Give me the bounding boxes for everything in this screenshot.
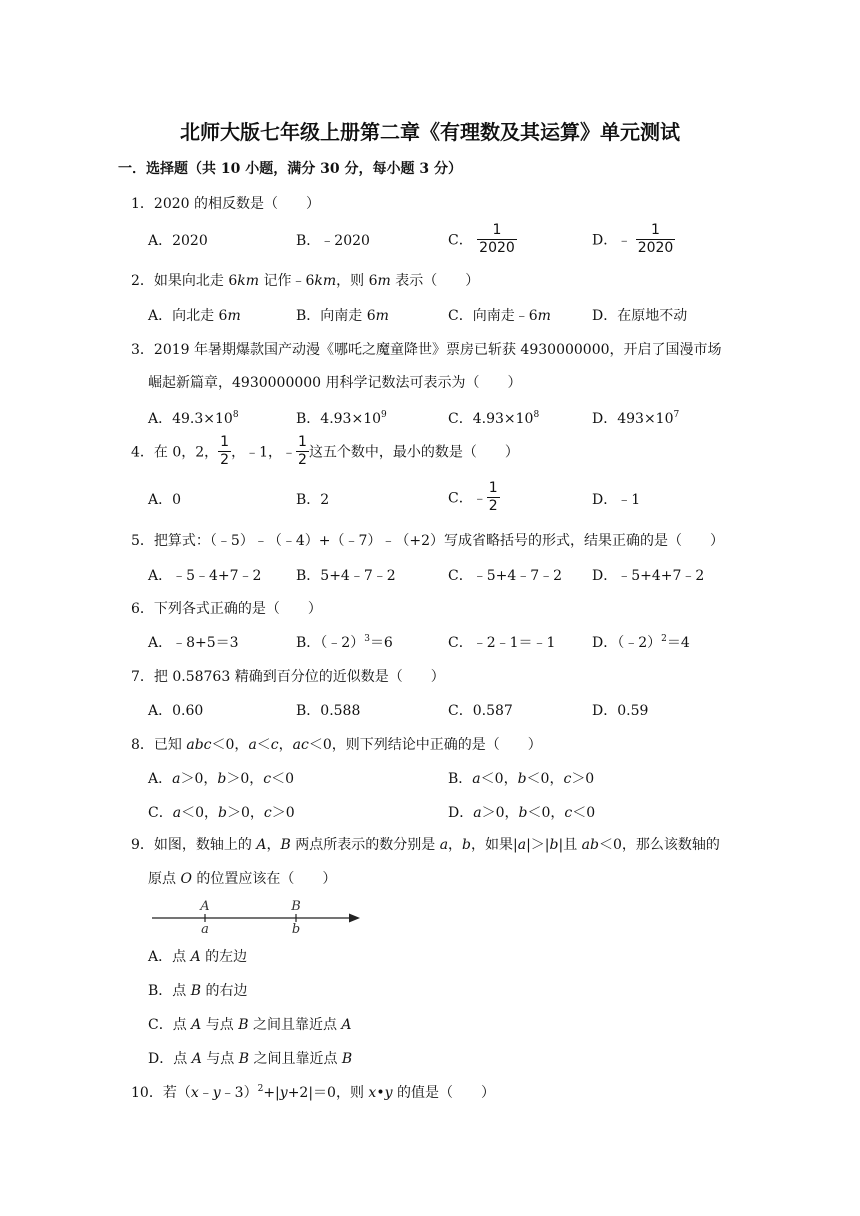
option-text: B．点 — [148, 983, 191, 999]
variable: B — [190, 983, 202, 999]
stem-text: 记作﹣6 — [259, 273, 315, 289]
option-text: ＞0， — [226, 805, 264, 821]
option-text: D．（﹣2） — [592, 635, 662, 651]
stem-text: 原点 — [148, 871, 181, 887]
variable: y — [279, 1085, 288, 1101]
option-text: 与点 — [201, 1051, 239, 1067]
label-value-a: a — [201, 922, 209, 936]
fraction-numerator: 1 — [220, 434, 230, 450]
variable: B — [280, 837, 291, 853]
variable: a — [473, 805, 482, 821]
variable: y — [384, 1085, 393, 1101]
variable: a — [172, 771, 181, 787]
label-point-A: A — [200, 899, 210, 914]
stem-text: ， — [266, 837, 281, 853]
stem-text: +2|＝0，则 — [287, 1085, 369, 1101]
variable: b — [517, 771, 527, 787]
exponent: 9 — [381, 410, 387, 420]
option-text: C．向南走﹣6 — [448, 308, 538, 324]
option-text: A．点 — [148, 949, 191, 965]
q5-option-a: A．﹣5﹣4+7﹣2 — [148, 568, 262, 584]
option-text: B．向南走 6 — [296, 308, 376, 324]
stem-text: ， — [448, 837, 463, 853]
q3-option-d — [592, 408, 679, 428]
option-text: A． — [148, 771, 173, 787]
stem-text: ﹣3） — [220, 1085, 258, 1101]
question-8-stem — [131, 734, 542, 754]
label-point-B: B — [291, 899, 301, 914]
variable: a — [248, 737, 257, 753]
variable: ab — [581, 837, 599, 853]
fraction-numerator: 1 — [488, 480, 498, 496]
q5-option-d: D．﹣5+4+7﹣2 — [592, 568, 705, 584]
exponent: 7 — [673, 410, 680, 420]
stem-text: 的位置应该在（ ） — [191, 871, 337, 887]
variable: y — [212, 1085, 221, 1101]
fraction-one-half — [487, 480, 500, 515]
q8-option-c — [148, 802, 295, 822]
fraction-numerator: 1 — [492, 222, 502, 238]
q9-option-a — [148, 946, 247, 966]
exponent: 2 — [661, 634, 667, 644]
variable: b — [462, 837, 472, 853]
q1-option-b: B．﹣2020 — [296, 233, 370, 249]
option-text: ＜0， — [480, 771, 518, 787]
question-3-stem-line2: 崛起新篇章，4930000000 用科学记数法可表示为（ ） — [148, 375, 522, 391]
page-title: 北师大版七年级上册第二章《有理数及其运算》单元测试 — [180, 120, 680, 144]
question-3-stem-line1: 3．2019 年暑期爆款国产动漫《哪吒之魔童降世》票房已斩获 4930000000，开启了国漫市场 — [131, 342, 722, 358]
option-text: 的左边 — [200, 949, 248, 965]
stem-text: +| — [263, 1085, 280, 1101]
variable: A — [191, 1051, 202, 1067]
stem-text: 的值是（ ） — [392, 1085, 495, 1101]
q7-option-c: C．0.587 — [448, 703, 513, 719]
stem-text: ＜ — [256, 737, 271, 753]
option-text: B． — [448, 771, 473, 787]
option-prefix: C． — [448, 490, 473, 507]
q2-option-b — [296, 305, 389, 325]
option-text: ＞0 — [571, 771, 595, 787]
variable: A — [190, 949, 201, 965]
option-text: C． — [148, 805, 173, 821]
fraction-one-half — [218, 434, 231, 469]
unit: m — [227, 308, 241, 324]
variable: c — [263, 805, 272, 821]
unit: km — [237, 273, 260, 289]
option-text: ＜0， — [526, 771, 564, 787]
variable: a — [472, 771, 481, 787]
stem-text: ﹣ — [198, 1085, 213, 1101]
unit: km — [314, 273, 337, 289]
option-text: A．49.3×10 — [148, 411, 233, 427]
q3-option-b — [296, 408, 387, 428]
variable: a — [517, 837, 527, 853]
variable: x — [190, 1085, 199, 1101]
option-text: D．493×10 — [592, 411, 674, 427]
q8-option-b — [448, 768, 594, 788]
minus-sign: ﹣ — [282, 444, 297, 461]
fraction-denominator: 2020 — [479, 240, 515, 256]
fraction-numerator: 1 — [651, 222, 660, 238]
variable: b — [217, 771, 227, 787]
exponent: 8 — [232, 410, 239, 420]
exponent: 8 — [533, 410, 540, 420]
option-text: ＜0 — [572, 805, 596, 821]
unit: m — [377, 273, 391, 289]
option-text: B．4.93×10 — [296, 411, 382, 427]
exponent: 3 — [364, 634, 370, 644]
stem-text: |＞| — [526, 837, 550, 853]
question-9-stem-line2 — [148, 868, 336, 888]
stem-text: 10．若（ — [131, 1085, 191, 1101]
option-text: 的右边 — [201, 983, 248, 999]
exponent: 2 — [257, 1084, 264, 1094]
variable: B — [238, 1017, 249, 1033]
variable: O — [180, 871, 192, 887]
q5-option-c: C．﹣5+4﹣7﹣2 — [448, 568, 563, 584]
question-1-stem: 1．2020 的相反数是（ ） — [131, 196, 320, 212]
option-text: A．向北走 6 — [148, 308, 228, 324]
q6-option-a: A．﹣8+5＝3 — [148, 635, 239, 651]
stem-text: 8．已知 — [131, 737, 187, 753]
q5-option-b: B．5+4﹣7﹣2 — [296, 568, 396, 584]
q1-option-a: A．2020 — [148, 233, 208, 249]
variable: A — [341, 1017, 352, 1033]
q2-option-a — [148, 305, 241, 325]
fraction-one-half — [296, 434, 309, 469]
question-4-stem — [131, 434, 519, 469]
option-text: ＞0， — [481, 805, 519, 821]
option-text: ＝4 — [666, 635, 690, 651]
question-9-stem-line1 — [131, 834, 720, 854]
option-text: C．点 — [148, 1017, 192, 1033]
q7-option-a: A．0.60 — [148, 703, 204, 719]
variable: b — [549, 837, 559, 853]
fraction-denominator: 2 — [488, 498, 498, 514]
stem-text: 4．在 0，2， — [131, 444, 219, 461]
stem-text: 这五个数中，最小的数是（ ） — [308, 444, 519, 461]
option-text: 之间且靠近点 — [248, 1017, 342, 1033]
q8-option-a — [148, 768, 294, 788]
variable: a — [172, 805, 182, 821]
q9-option-c — [148, 1014, 352, 1034]
q7-option-d: D．0.59 — [592, 703, 649, 719]
arrow-head-icon — [349, 914, 360, 923]
option-text: D．点 — [148, 1051, 192, 1067]
stem-text: |且 — [558, 837, 582, 853]
stem-text: ＜0，则下列结论中正确的是（ ） — [308, 737, 542, 753]
variable: a — [439, 837, 449, 853]
variable: c — [563, 771, 572, 787]
q6-option-d — [592, 632, 690, 652]
stem-text: 9．如图，数轴上的 — [131, 837, 257, 853]
fraction-denominator: 2020 — [637, 240, 674, 256]
stem-text: • — [376, 1085, 385, 1101]
variable: c — [263, 771, 272, 787]
q3-option-a — [148, 408, 239, 428]
variable: c — [270, 737, 279, 753]
q6-option-c: C．﹣2﹣1＝﹣1 — [448, 635, 556, 651]
variable: b — [518, 805, 528, 821]
fraction-denominator: 2 — [220, 452, 230, 468]
stem-text: ， — [278, 737, 293, 753]
q7-option-b: B．0.588 — [296, 703, 361, 719]
option-text: 与点 — [201, 1017, 239, 1033]
option-text: ＜0， — [181, 805, 218, 821]
q1-option-c-prefix: C． — [448, 232, 473, 249]
question-7-stem: 7．把 0.58763 精确到百分位的近似数是（ ） — [131, 669, 445, 685]
variable: x — [368, 1085, 377, 1101]
variable: b — [218, 805, 227, 821]
stem-text: 两点所表示的数分别是 — [290, 837, 440, 853]
option-text: ＞0 — [271, 805, 295, 821]
variable: B — [341, 1051, 353, 1067]
question-2-stem — [131, 270, 479, 290]
question-6-stem: 6．下列各式正确的是（ ） — [131, 601, 322, 617]
stem-text: ，则 6 — [336, 273, 378, 289]
q4-option-d: D．﹣1 — [592, 492, 641, 508]
fraction-denominator: 2 — [298, 452, 307, 468]
option-text: 之间且靠近点 — [249, 1051, 342, 1067]
option-text: ＜0， — [527, 805, 565, 821]
option-text: C．4.93×10 — [448, 411, 534, 427]
variable: A — [256, 837, 267, 853]
minus-sign: ﹣ — [472, 490, 487, 507]
stem-text: ＜0， — [211, 737, 249, 753]
q1-option-d-prefix: D．﹣ — [592, 232, 632, 249]
q8-option-d — [448, 802, 595, 822]
unit: m — [537, 308, 551, 324]
q1-option-c-fraction — [477, 222, 517, 257]
option-text: ＜0 — [271, 771, 295, 787]
stem-text: 表示（ ） — [390, 273, 480, 289]
stem-text: 2．如果向北走 6 — [131, 273, 238, 289]
option-text: D． — [448, 805, 474, 821]
number-line-figure — [150, 894, 365, 936]
q9-option-b — [148, 980, 248, 1000]
unit: m — [375, 308, 389, 324]
option-text: ＞0， — [180, 771, 218, 787]
q1-option-c — [448, 222, 517, 257]
option-text: ＝6 — [369, 635, 393, 651]
option-text: ＞0， — [226, 771, 264, 787]
q2-option-c — [448, 305, 551, 325]
variable: A — [191, 1017, 202, 1033]
q4-option-a: A．0 — [148, 492, 182, 508]
label-value-b: b — [291, 922, 301, 936]
question-10-stem — [131, 1082, 495, 1102]
variable: ac — [292, 737, 309, 753]
q3-option-c — [448, 408, 539, 428]
q4-option-c — [448, 480, 500, 515]
q6-option-b — [296, 632, 393, 652]
q1-option-d — [592, 222, 675, 257]
q1-option-d-fraction — [636, 222, 676, 257]
variable: c — [564, 805, 573, 821]
option-text: B．（﹣2） — [296, 635, 365, 651]
stem-text: ，﹣1， — [231, 444, 283, 461]
question-5-stem: 5．把算式：（﹣5）﹣（﹣4）+（﹣7）﹣（+2）写成省略括号的形式，结果正确的是（ ） — [131, 533, 724, 549]
fraction-numerator: 1 — [298, 434, 307, 450]
q9-option-d — [148, 1048, 352, 1068]
q4-option-b: B．2 — [296, 492, 330, 508]
stem-text: ＜0，那么该数轴的 — [598, 837, 720, 853]
q2-option-d: D．在原地不动 — [592, 308, 688, 324]
variable: B — [238, 1051, 250, 1067]
section-heading: 一．选择题（共 10 小题，满分 30 分，每小题 3 分） — [118, 161, 462, 177]
variable: abc — [186, 737, 212, 753]
stem-text: ，如果| — [471, 837, 518, 853]
